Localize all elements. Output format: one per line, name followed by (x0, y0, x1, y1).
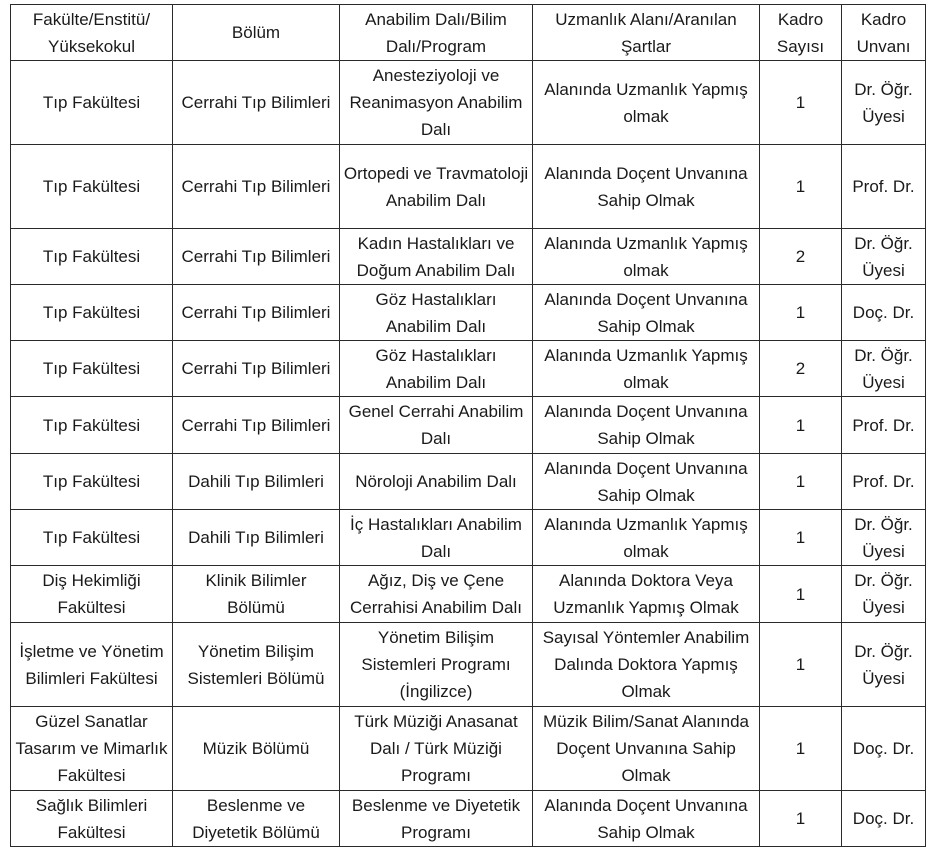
cell-department: Cerrahi Tıp Bilimleri (173, 145, 340, 229)
cell-department: Cerrahi Tıp Bilimleri (173, 229, 340, 285)
cell-title: Prof. Dr. (842, 145, 926, 229)
cell-count: 1 (760, 285, 842, 341)
cell-title: Dr. Öğr. Üyesi (842, 229, 926, 285)
cell-count: 1 (760, 145, 842, 229)
cell-title: Doç. Dr. (842, 285, 926, 341)
cell-faculty: Tıp Fakültesi (11, 454, 173, 510)
cell-count: 2 (760, 229, 842, 285)
cell-faculty: Tıp Fakültesi (11, 285, 173, 341)
cell-department: Dahili Tıp Bilimleri (173, 454, 340, 510)
cell-program: Göz Hastalıkları Anabilim Dalı (340, 341, 533, 397)
cell-department: Cerrahi Tıp Bilimleri (173, 61, 340, 145)
cell-title: Doç. Dr. (842, 791, 926, 847)
cell-title: Doç. Dr. (842, 707, 926, 791)
header-program: Anabilim Dalı/Bilim Dalı/Program (340, 5, 533, 61)
cell-program: Türk Müziği Anasanat Dalı / Türk Müziği Programı (340, 707, 533, 791)
positions-table (10, 4, 926, 847)
cell-department: Müzik Bölümü (173, 707, 340, 791)
cell-department: Cerrahi Tıp Bilimleri (173, 341, 340, 397)
cell-requirement: Alanında Uzmanlık Yapmış olmak (533, 61, 760, 145)
cell-title: Dr. Öğr. Üyesi (842, 341, 926, 397)
header-requirement: Uzmanlık Alanı/Aranılan Şartlar (533, 5, 760, 61)
cell-requirement: Alanında Doçent Unvanına Sahip Olmak (533, 285, 760, 341)
table-row (11, 341, 926, 397)
header-title: Kadro Unvanı (842, 5, 926, 61)
table-row (11, 454, 926, 510)
cell-department: Dahili Tıp Bilimleri (173, 510, 340, 566)
table-row (11, 145, 926, 229)
cell-faculty: Diş Hekimliği Fakültesi (11, 566, 173, 623)
cell-faculty: Tıp Fakültesi (11, 229, 173, 285)
cell-count: 1 (760, 510, 842, 566)
cell-department: Klinik Bilimler Bölümü (173, 566, 340, 623)
cell-program: Ortopedi ve Travmatoloji Anabilim Dalı (340, 145, 533, 229)
cell-title: Prof. Dr. (842, 454, 926, 510)
cell-program: Nöroloji Anabilim Dalı (340, 454, 533, 510)
cell-faculty: Tıp Fakültesi (11, 510, 173, 566)
table-row (11, 707, 926, 791)
cell-program: Genel Cerrahi Anabilim Dalı (340, 397, 533, 454)
cell-requirement: Alanında Doktora Veya Uzmanlık Yapmış Olmak (533, 566, 760, 623)
table-row (11, 397, 926, 454)
cell-department: Beslenme ve Diyetetik Bölümü (173, 791, 340, 847)
cell-requirement: Alanında Uzmanlık Yapmış olmak (533, 229, 760, 285)
cell-faculty: Tıp Fakültesi (11, 145, 173, 229)
header-faculty: Fakülte/Enstitü/ Yüksekokul (11, 5, 173, 61)
cell-count: 1 (760, 397, 842, 454)
cell-requirement: Alanında Uzmanlık Yapmış olmak (533, 510, 760, 566)
cell-requirement: Alanında Doçent Unvanına Sahip Olmak (533, 791, 760, 847)
cell-count: 1 (760, 791, 842, 847)
cell-requirement: Alanında Uzmanlık Yapmış olmak (533, 341, 760, 397)
table-row (11, 61, 926, 145)
cell-count: 1 (760, 707, 842, 791)
header-count: Kadro Sayısı (760, 5, 842, 61)
cell-title: Prof. Dr. (842, 397, 926, 454)
cell-requirement: Müzik Bilim/Sanat Alanında Doçent Unvanına Sahip Olmak (533, 707, 760, 791)
cell-department: Cerrahi Tıp Bilimleri (173, 285, 340, 341)
cell-title: Dr. Öğr. Üyesi (842, 623, 926, 707)
cell-faculty: Tıp Fakültesi (11, 341, 173, 397)
cell-faculty: Güzel Sanatlar Tasarım ve Mimarlık Fakültesi (11, 707, 173, 791)
cell-requirement: Alanında Doçent Unvanına Sahip Olmak (533, 454, 760, 510)
cell-program: Ağız, Diş ve Çene Cerrahisi Anabilim Dalı (340, 566, 533, 623)
cell-faculty: Tıp Fakültesi (11, 397, 173, 454)
table-row (11, 285, 926, 341)
cell-program: Göz Hastalıkları Anabilim Dalı (340, 285, 533, 341)
header-row (11, 5, 926, 61)
cell-count: 2 (760, 341, 842, 397)
table-row (11, 566, 926, 623)
cell-requirement: Alanında Doçent Unvanına Sahip Olmak (533, 145, 760, 229)
cell-title: Dr. Öğr. Üyesi (842, 566, 926, 623)
table-row (11, 623, 926, 707)
table-row (11, 229, 926, 285)
cell-faculty: İşletme ve Yönetim Bilimleri Fakültesi (11, 623, 173, 707)
cell-program: Anesteziyoloji ve Reanimasyon Anabilim Dalı (340, 61, 533, 145)
cell-count: 1 (760, 61, 842, 145)
cell-title: Dr. Öğr. Üyesi (842, 510, 926, 566)
cell-program: Beslenme ve Diyetetik Programı (340, 791, 533, 847)
table-body (11, 61, 926, 847)
cell-count: 1 (760, 566, 842, 623)
cell-department: Yönetim Bilişim Sistemleri Bölümü (173, 623, 340, 707)
cell-requirement: Sayısal Yöntemler Anabilim Dalında Doktora Yapmış Olmak (533, 623, 760, 707)
cell-department: Cerrahi Tıp Bilimleri (173, 397, 340, 454)
cell-count: 1 (760, 454, 842, 510)
cell-faculty: Tıp Fakültesi (11, 61, 173, 145)
cell-requirement: Alanında Doçent Unvanına Sahip Olmak (533, 397, 760, 454)
table-row (11, 791, 926, 847)
header-department: Bölüm (173, 5, 340, 61)
cell-title: Dr. Öğr. Üyesi (842, 61, 926, 145)
cell-program: Yönetim Bilişim Sistemleri Programı (İngilizce) (340, 623, 533, 707)
cell-program: Kadın Hastalıkları ve Doğum Anabilim Dalı (340, 229, 533, 285)
cell-faculty: Sağlık Bilimleri Fakültesi (11, 791, 173, 847)
cell-count: 1 (760, 623, 842, 707)
table-row (11, 510, 926, 566)
cell-program: İç Hastalıkları Anabilim Dalı (340, 510, 533, 566)
